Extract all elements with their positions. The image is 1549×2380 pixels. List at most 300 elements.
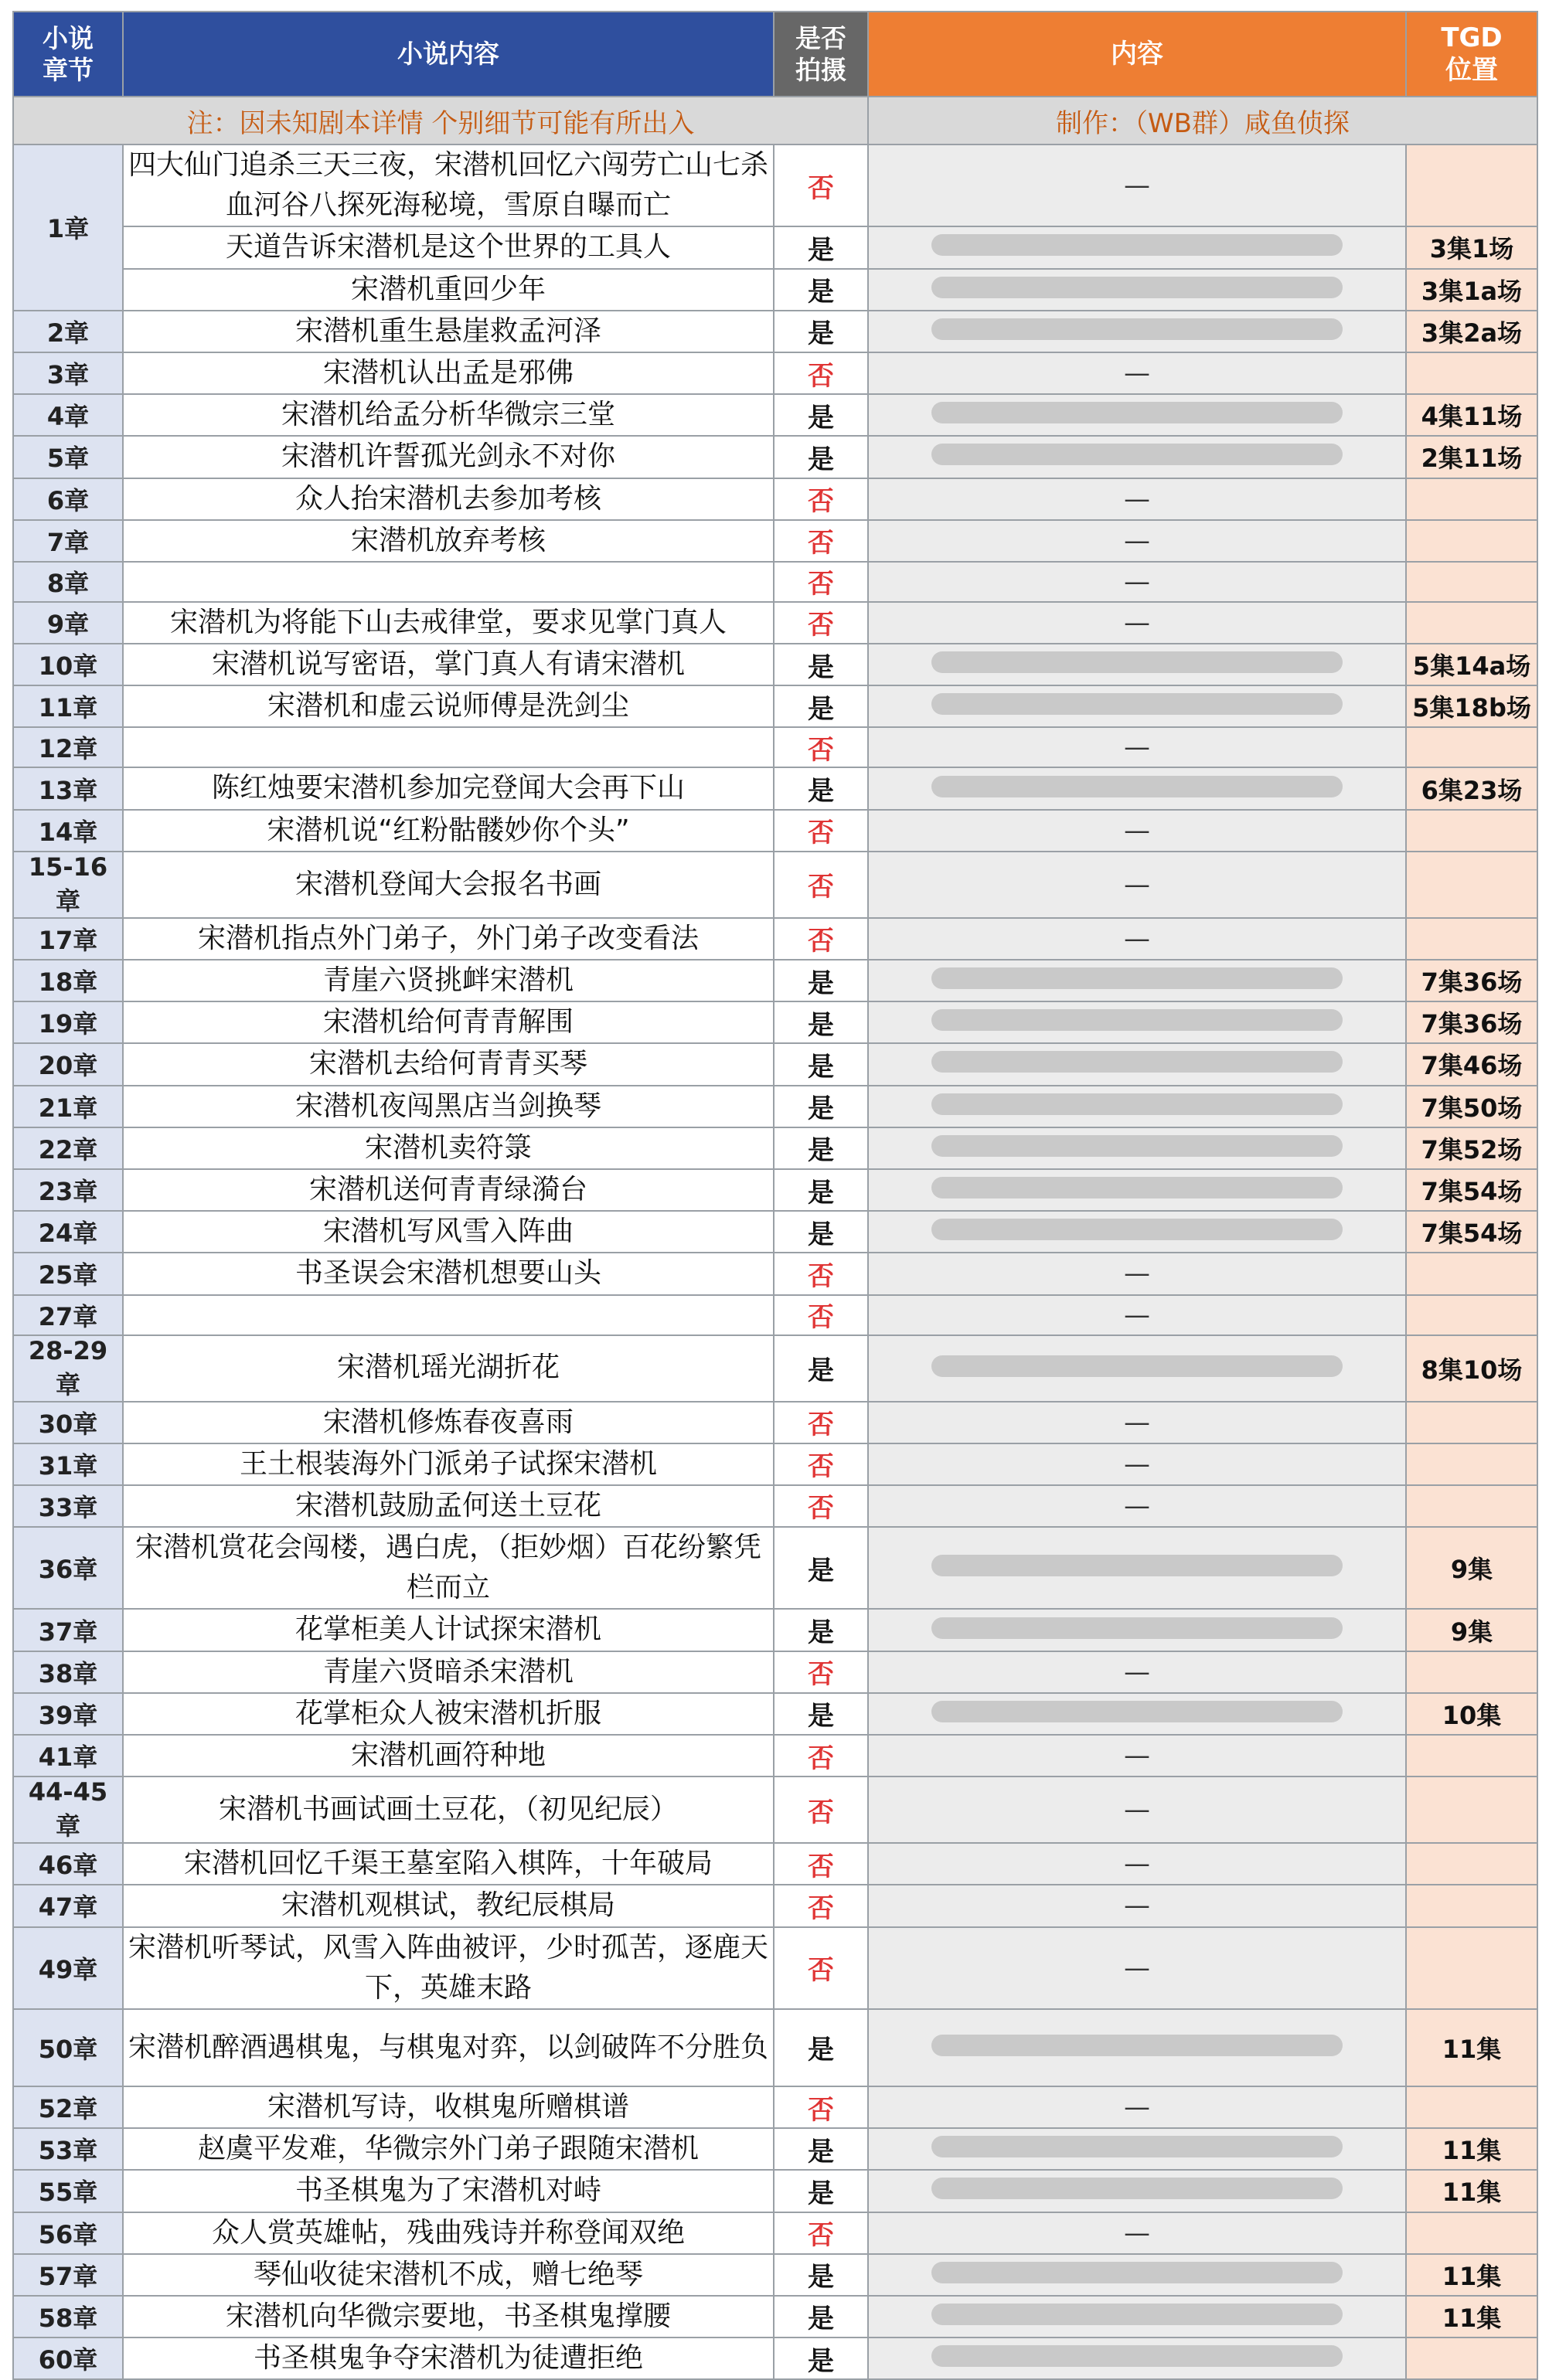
- chapter-cell: 11章: [13, 685, 123, 727]
- content-cell: 书圣误会宋潜机想要山头: [123, 1253, 774, 1294]
- dash-mark: —: [1124, 1656, 1150, 1688]
- table-row: [13, 1086, 1537, 1127]
- chapter-cell: 24章: [13, 1211, 123, 1253]
- tgd-position-cell: [1406, 727, 1537, 767]
- table-row: [13, 1609, 1537, 1651]
- blurred-content: [931, 1135, 1343, 1157]
- tgd-position-cell: [1406, 2338, 1537, 2379]
- table-row: [13, 1253, 1537, 1294]
- shot-status-cell: 是: [774, 1335, 868, 1402]
- blurred-content: [931, 2304, 1343, 2325]
- clip-content-cell: [868, 1086, 1406, 1127]
- dash-mark: —: [1124, 1490, 1150, 1522]
- clip-content-cell: [868, 767, 1406, 809]
- tgd-position-cell: [1406, 810, 1537, 852]
- header-shot: 是否 拍摄: [774, 12, 868, 97]
- table-row: [13, 2170, 1537, 2212]
- dash-mark: —: [1124, 732, 1150, 763]
- tgd-position-cell: [1406, 1651, 1537, 1693]
- dash-mark: —: [1124, 1258, 1150, 1290]
- table-row: [13, 1843, 1537, 1885]
- tgd-position-cell: [1406, 1253, 1537, 1294]
- table-row: [13, 685, 1537, 727]
- content-cell: 宋潜机夜闯黑店当剑换琴: [123, 1086, 774, 1127]
- dash-mark: —: [1124, 566, 1150, 597]
- clip-content-cell: [868, 644, 1406, 685]
- shot-status-cell: 否: [774, 1651, 868, 1693]
- clip-content-cell: [868, 478, 1406, 520]
- chapter-cell: 8章: [13, 562, 123, 602]
- content-cell: 宋潜机鼓励孟何送土豆花: [123, 1485, 774, 1527]
- chapter-cell: 39章: [13, 1693, 123, 1735]
- tgd-position-cell: 7集50场: [1406, 1086, 1537, 1127]
- dash-mark: —: [1124, 1890, 1150, 1922]
- clip-content-cell: [868, 1885, 1406, 1926]
- table-row: [13, 2128, 1537, 2170]
- clip-content-cell: [868, 144, 1406, 226]
- chapter-cell: 36章: [13, 1527, 123, 1609]
- tgd-position-cell: [1406, 520, 1537, 562]
- content-cell: 宋潜机赏花会闯楼，遇白虎，（拒妙烟）百花纷繁凭栏而立: [123, 1527, 774, 1609]
- dash-mark: —: [1124, 814, 1150, 846]
- chapter-cell: 33章: [13, 1485, 123, 1527]
- dash-mark: —: [1124, 170, 1150, 202]
- dash-mark: —: [1124, 869, 1150, 900]
- chapter-cell: 4章: [13, 394, 123, 436]
- blurred-content: [931, 277, 1343, 298]
- blurred-content: [931, 1177, 1343, 1198]
- clip-content-cell: [868, 1335, 1406, 1402]
- content-cell: 宋潜机许誓孤光剑永不对你: [123, 436, 774, 478]
- tgd-position-cell: 7集54场: [1406, 1211, 1537, 1253]
- tgd-position-cell: 4集11场: [1406, 394, 1537, 436]
- clip-content-cell: [868, 1127, 1406, 1169]
- chapter-cell: 12章: [13, 727, 123, 767]
- table-row: [13, 1485, 1537, 1527]
- chapter-cell: 6章: [13, 478, 123, 520]
- shot-status-cell: 是: [774, 1043, 868, 1085]
- clip-content-cell: [868, 1651, 1406, 1693]
- shot-status-cell: 是: [774, 394, 868, 436]
- table-row: [13, 1043, 1537, 1085]
- table-row: [13, 1335, 1537, 1402]
- blurred-content: [931, 318, 1343, 340]
- chapter-cell: 52章: [13, 2086, 123, 2128]
- shot-status-cell: 是: [774, 311, 868, 352]
- clip-content-cell: [868, 727, 1406, 767]
- header-content: 小说内容: [123, 12, 774, 97]
- content-cell: 宋潜机画符种地: [123, 1735, 774, 1776]
- tgd-position-cell: 3集1a场: [1406, 269, 1537, 311]
- blurred-content: [931, 693, 1343, 715]
- dash-mark: —: [1124, 1848, 1150, 1880]
- tgd-position-cell: [1406, 918, 1537, 960]
- chapter-cell: 49章: [13, 1927, 123, 2009]
- chapter-cell: 38章: [13, 1651, 123, 1693]
- dash-mark: —: [1124, 607, 1150, 638]
- chapter-cell: 23章: [13, 1169, 123, 1211]
- tgd-position-cell: [1406, 1402, 1537, 1443]
- chapter-cell: 44-45章: [13, 1776, 123, 1843]
- clip-content-cell: [868, 1443, 1406, 1485]
- blurred-content: [931, 1617, 1343, 1639]
- shot-status-cell: 否: [774, 144, 868, 226]
- table-row: [13, 144, 1537, 226]
- tgd-position-cell: [1406, 352, 1537, 394]
- chapter-cell: 1章: [13, 144, 123, 311]
- dash-mark: —: [1124, 1406, 1150, 1438]
- content-cell: 宋潜机书画试画土豆花，（初见纪辰）: [123, 1776, 774, 1843]
- tgd-position-cell: 7集36场: [1406, 960, 1537, 1001]
- header-tgd: TGD 位置: [1406, 12, 1537, 97]
- chapter-cell: 10章: [13, 644, 123, 685]
- table-row: [13, 1885, 1537, 1926]
- shot-status-cell: 否: [774, 520, 868, 562]
- clip-content-cell: [868, 1609, 1406, 1651]
- shot-status-cell: 否: [774, 1776, 868, 1843]
- shot-status-cell: 否: [774, 1402, 868, 1443]
- shot-status-cell: 是: [774, 2338, 868, 2379]
- clip-content-cell: [868, 1402, 1406, 1443]
- clip-content-cell: [868, 520, 1406, 562]
- table-row: [13, 2254, 1537, 2296]
- table-row: [13, 1169, 1537, 1211]
- dash-mark: —: [1124, 1299, 1150, 1331]
- table-row: [13, 1443, 1537, 1485]
- content-cell: 宋潜机去给何青青买琴: [123, 1043, 774, 1085]
- tgd-position-cell: 11集: [1406, 2009, 1537, 2086]
- clip-content-cell: [868, 918, 1406, 960]
- clip-content-cell: [868, 2170, 1406, 2212]
- shot-status-cell: 否: [774, 1295, 868, 1335]
- table-row: [13, 918, 1537, 960]
- shot-status-cell: 是: [774, 1169, 868, 1211]
- shot-status-cell: 否: [774, 852, 868, 918]
- shot-status-cell: 否: [774, 1443, 868, 1485]
- content-cell: 宋潜机放弃考核: [123, 520, 774, 562]
- tgd-position-cell: 10集: [1406, 1693, 1537, 1735]
- table-row: [13, 1001, 1537, 1043]
- tgd-position-cell: 7集52场: [1406, 1127, 1537, 1169]
- dash-mark: —: [1124, 1740, 1150, 1772]
- shot-status-cell: 否: [774, 352, 868, 394]
- tgd-position-cell: [1406, 2086, 1537, 2128]
- content-cell: 宋潜机给孟分析华微宗三堂: [123, 394, 774, 436]
- blurred-content: [931, 234, 1343, 256]
- content-cell: 宋潜机观棋试，教纪辰棋局: [123, 1885, 774, 1926]
- shot-status-cell: 是: [774, 2170, 868, 2212]
- clip-content-cell: [868, 810, 1406, 852]
- clip-content-cell: [868, 352, 1406, 394]
- clip-content-cell: [868, 1043, 1406, 1085]
- tgd-position-cell: [1406, 1735, 1537, 1776]
- clip-content-cell: [868, 2009, 1406, 2086]
- clip-content-cell: [868, 602, 1406, 644]
- chapter-cell: 50章: [13, 2009, 123, 2086]
- clip-content-cell: [868, 1001, 1406, 1043]
- shot-status-cell: 否: [774, 727, 868, 767]
- chapter-cell: 41章: [13, 1735, 123, 1776]
- blurred-content: [931, 776, 1343, 797]
- tgd-position-cell: [1406, 144, 1537, 226]
- table-row: [13, 1651, 1537, 1693]
- blurred-content: [931, 444, 1343, 465]
- chapter-cell: 15-16章: [13, 852, 123, 918]
- shot-status-cell: 是: [774, 1001, 868, 1043]
- chapter-cell: 5章: [13, 436, 123, 478]
- content-cell: 宋潜机写诗，收棋鬼所赠棋谱: [123, 2086, 774, 2128]
- shot-status-cell: 是: [774, 1127, 868, 1169]
- table-row: [13, 2296, 1537, 2338]
- shot-status-cell: 是: [774, 269, 868, 311]
- tgd-position-cell: 11集: [1406, 2254, 1537, 2296]
- tgd-position-cell: [1406, 602, 1537, 644]
- shot-status-cell: 是: [774, 685, 868, 727]
- chapter-cell: 18章: [13, 960, 123, 1001]
- shot-status-cell: 否: [774, 810, 868, 852]
- tgd-position-cell: [1406, 1485, 1537, 1527]
- shot-status-cell: 否: [774, 1885, 868, 1926]
- tgd-position-cell: 9集: [1406, 1609, 1537, 1651]
- table-row: [13, 1927, 1537, 2009]
- table-row: [13, 1127, 1537, 1169]
- note-left: 注：因未知剧本详情 个别细节可能有所出入: [13, 97, 868, 144]
- table-row: [13, 1211, 1537, 1253]
- table-row: [13, 269, 1537, 311]
- clip-content-cell: [868, 960, 1406, 1001]
- content-cell: 宋潜机回忆千渠王墓室陷入棋阵，十年破局: [123, 1843, 774, 1885]
- shot-status-cell: 是: [774, 1211, 868, 1253]
- content-cell: 王土根装海外门派弟子试探宋潜机: [123, 1443, 774, 1485]
- dash-mark: —: [1124, 358, 1150, 389]
- chapter-cell: 31章: [13, 1443, 123, 1485]
- table-row: [13, 478, 1537, 520]
- chapter-cell: 53章: [13, 2128, 123, 2170]
- table-row: [13, 1735, 1537, 1776]
- dash-mark: —: [1124, 525, 1150, 556]
- content-cell: 宋潜机瑶光湖折花: [123, 1335, 774, 1402]
- tgd-position-cell: [1406, 478, 1537, 520]
- clip-content-cell: [868, 436, 1406, 478]
- table-row: [13, 602, 1537, 644]
- shot-status-cell: 否: [774, 1843, 868, 1885]
- blurred-content: [931, 1355, 1343, 1377]
- tgd-position-cell: 7集46场: [1406, 1043, 1537, 1085]
- tgd-position-cell: 8集10场: [1406, 1335, 1537, 1402]
- content-cell: 宋潜机醉酒遇棋鬼，与棋鬼对弈，以剑破阵不分胜负: [123, 2009, 774, 2086]
- clip-content-cell: [868, 685, 1406, 727]
- content-cell: 青崖六贤挑衅宋潜机: [123, 960, 774, 1001]
- blurred-content: [931, 2345, 1343, 2367]
- table-row: [13, 562, 1537, 602]
- blurred-content: [931, 2178, 1343, 2199]
- chapter-cell: 7章: [13, 520, 123, 562]
- chapter-cell: 3章: [13, 352, 123, 394]
- content-cell: 宋潜机修炼春夜喜雨: [123, 1402, 774, 1443]
- dash-mark: —: [1124, 483, 1150, 515]
- tgd-position-cell: 5集14a场: [1406, 644, 1537, 685]
- shot-status-cell: 否: [774, 1253, 868, 1294]
- content-cell: 书圣棋鬼为了宋潜机对峙: [123, 2170, 774, 2212]
- content-cell: 琴仙收徒宋潜机不成，赠七绝琴: [123, 2254, 774, 2296]
- content-cell: 四大仙门追杀三天三夜，宋潜机回忆六闯劳亡山七杀血河谷八探死海秘境，雪原自曝而亡: [123, 144, 774, 226]
- table-row: [13, 394, 1537, 436]
- dash-mark: —: [1124, 2217, 1150, 2249]
- content-cell: 众人抬宋潜机去参加考核: [123, 478, 774, 520]
- shot-status-cell: 是: [774, 2009, 868, 2086]
- clip-content-cell: [868, 2296, 1406, 2338]
- chapter-table: [12, 11, 1538, 2380]
- tgd-position-cell: 9集: [1406, 1527, 1537, 1609]
- table-row: [13, 520, 1537, 562]
- tgd-position-cell: [1406, 1776, 1537, 1843]
- content-cell: 宋潜机为将能下山去戒律堂，要求见掌门真人: [123, 602, 774, 644]
- clip-content-cell: [868, 2212, 1406, 2254]
- clip-content-cell: [868, 1735, 1406, 1776]
- content-cell: 宋潜机重回少年: [123, 269, 774, 311]
- table-row: [13, 436, 1537, 478]
- chapter-cell: 55章: [13, 2170, 123, 2212]
- blurred-content: [931, 1219, 1343, 1240]
- tgd-position-cell: 5集18b场: [1406, 685, 1537, 727]
- content-cell: 宋潜机卖符箓: [123, 1127, 774, 1169]
- chapter-cell: 57章: [13, 2254, 123, 2296]
- content-cell: 宋潜机送何青青绿漪台: [123, 1169, 774, 1211]
- chapter-cell: 56章: [13, 2212, 123, 2254]
- chapter-cell: 2章: [13, 311, 123, 352]
- content-cell: 陈红烛要宋潜机参加完登闻大会再下山: [123, 767, 774, 809]
- shot-status-cell: 是: [774, 1086, 868, 1127]
- content-cell: [123, 562, 774, 602]
- content-cell: 宋潜机登闻大会报名书画: [123, 852, 774, 918]
- clip-content-cell: [868, 1843, 1406, 1885]
- table-row: [13, 311, 1537, 352]
- clip-content-cell: [868, 1693, 1406, 1735]
- content-cell: [123, 727, 774, 767]
- table-row: [13, 644, 1537, 685]
- content-cell: 宋潜机说“红粉骷髅妙你个头”: [123, 810, 774, 852]
- dash-mark: —: [1124, 1794, 1150, 1826]
- clip-content-cell: [868, 226, 1406, 268]
- table-row: [13, 810, 1537, 852]
- dash-mark: —: [1124, 923, 1150, 954]
- chapter-cell: 22章: [13, 1127, 123, 1169]
- tgd-position-cell: 3集1场: [1406, 226, 1537, 268]
- dash-mark: —: [1124, 1448, 1150, 1480]
- shot-status-cell: 否: [774, 2212, 868, 2254]
- dash-mark: —: [1124, 2092, 1150, 2123]
- chapter-cell: 58章: [13, 2296, 123, 2338]
- chapter-cell: 28-29章: [13, 1335, 123, 1402]
- tgd-position-cell: [1406, 1295, 1537, 1335]
- content-cell: 宋潜机向华微宗要地，书圣棋鬼撑腰: [123, 2296, 774, 2338]
- chapter-cell: 13章: [13, 767, 123, 809]
- tgd-position-cell: 11集: [1406, 2296, 1537, 2338]
- shot-status-cell: 是: [774, 436, 868, 478]
- blurred-content: [931, 1093, 1343, 1115]
- blurred-content: [931, 967, 1343, 989]
- content-cell: 花掌柜美人计试探宋潜机: [123, 1609, 774, 1651]
- clip-content-cell: [868, 1169, 1406, 1211]
- table-row: [13, 1402, 1537, 1443]
- tgd-position-cell: 11集: [1406, 2170, 1537, 2212]
- chapter-cell: 30章: [13, 1402, 123, 1443]
- content-cell: 宋潜机听琴试，风雪入阵曲被评，少时孤苦，逐鹿天下，英雄末路: [123, 1927, 774, 2009]
- note-row: [13, 97, 1537, 144]
- clip-content-cell: [868, 269, 1406, 311]
- note-right: 制作：（WB群）咸鱼侦探: [868, 97, 1537, 144]
- content-cell: 宋潜机说写密语，掌门真人有请宋潜机: [123, 644, 774, 685]
- shot-status-cell: 否: [774, 478, 868, 520]
- table-row: [13, 352, 1537, 394]
- content-cell: 众人赏英雄帖，残曲残诗并称登闻双绝: [123, 2212, 774, 2254]
- chapter-cell: 60章: [13, 2338, 123, 2379]
- blurred-content: [931, 1555, 1343, 1576]
- shot-status-cell: 否: [774, 2086, 868, 2128]
- shot-status-cell: 是: [774, 2296, 868, 2338]
- content-cell: [123, 1295, 774, 1335]
- clip-content-cell: [868, 1253, 1406, 1294]
- header-clip: 内容: [868, 12, 1406, 97]
- blurred-content: [931, 651, 1343, 673]
- blurred-content: [931, 402, 1343, 423]
- header-chapter: 小说 章节: [13, 12, 123, 97]
- chapter-cell: 37章: [13, 1609, 123, 1651]
- table-row: [13, 1776, 1537, 1843]
- header-row: [13, 12, 1537, 97]
- clip-content-cell: [868, 1295, 1406, 1335]
- tgd-position-cell: [1406, 1927, 1537, 2009]
- content-cell: 宋潜机指点外门弟子，外门弟子改变看法: [123, 918, 774, 960]
- table-row: [13, 960, 1537, 1001]
- shot-status-cell: 是: [774, 226, 868, 268]
- shot-status-cell: 是: [774, 960, 868, 1001]
- content-cell: 赵虞平发难，华微宗外门弟子跟随宋潜机: [123, 2128, 774, 2170]
- tgd-position-cell: [1406, 2212, 1537, 2254]
- shot-status-cell: 否: [774, 918, 868, 960]
- shot-status-cell: 是: [774, 1693, 868, 1735]
- table-row: [13, 767, 1537, 809]
- content-cell: 宋潜机写风雪入阵曲: [123, 1211, 774, 1253]
- chapter-cell: 14章: [13, 810, 123, 852]
- tgd-position-cell: 11集: [1406, 2128, 1537, 2170]
- chapter-cell: 46章: [13, 1843, 123, 1885]
- tgd-position-cell: [1406, 1843, 1537, 1885]
- tgd-position-cell: 2集11场: [1406, 436, 1537, 478]
- chapter-cell: 21章: [13, 1086, 123, 1127]
- chapter-cell: 17章: [13, 918, 123, 960]
- chapter-cell: 25章: [13, 1253, 123, 1294]
- table-row: [13, 2086, 1537, 2128]
- table-row: [13, 226, 1537, 268]
- blurred-content: [931, 1701, 1343, 1722]
- tgd-position-cell: [1406, 852, 1537, 918]
- blurred-content: [931, 1009, 1343, 1031]
- tgd-position-cell: 3集2a场: [1406, 311, 1537, 352]
- clip-content-cell: [868, 1485, 1406, 1527]
- shot-status-cell: 否: [774, 1735, 868, 1776]
- table-row: [13, 2009, 1537, 2086]
- shot-status-cell: 是: [774, 1609, 868, 1651]
- chapter-cell: 19章: [13, 1001, 123, 1043]
- content-cell: 宋潜机重生悬崖救孟河泽: [123, 311, 774, 352]
- table-row: [13, 852, 1537, 918]
- shot-status-cell: 否: [774, 1927, 868, 2009]
- shot-status-cell: 否: [774, 1485, 868, 1527]
- shot-status-cell: 是: [774, 767, 868, 809]
- table-row: [13, 2212, 1537, 2254]
- clip-content-cell: [868, 2128, 1406, 2170]
